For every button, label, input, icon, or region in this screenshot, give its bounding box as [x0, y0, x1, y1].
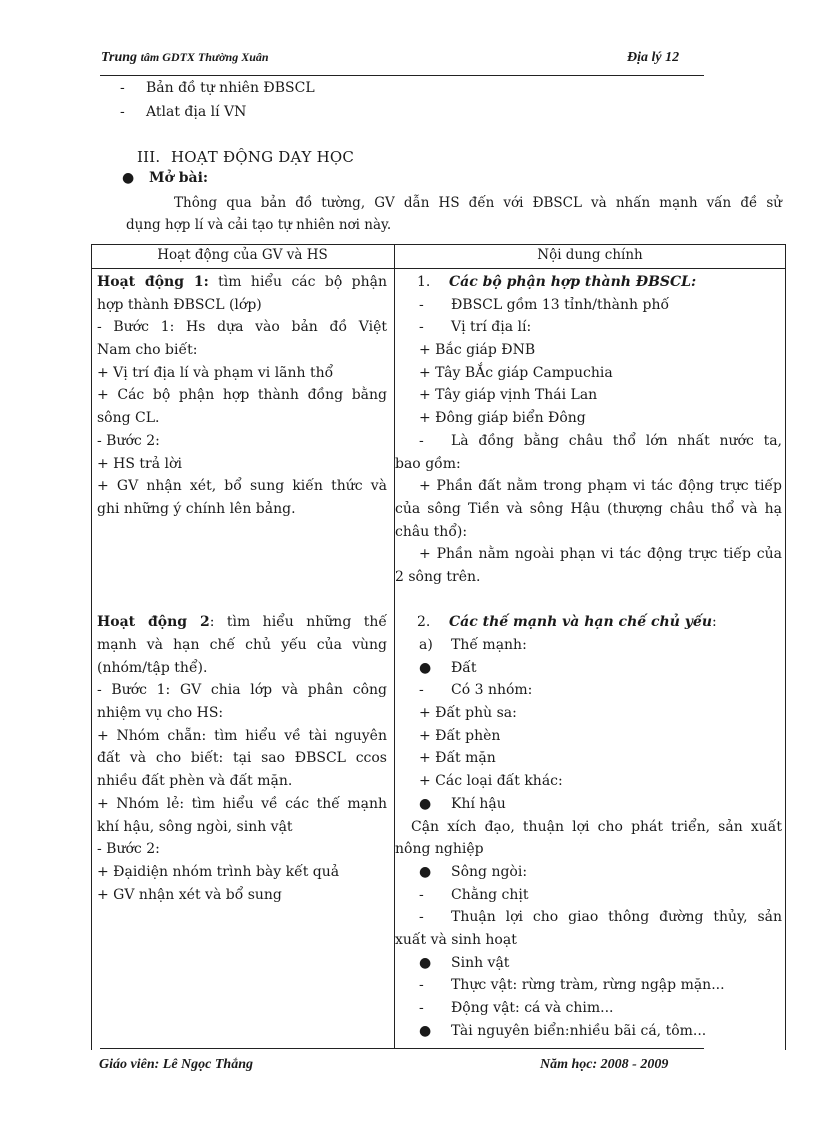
activity-line: nhiều đất phèn và đất mặn. — [97, 773, 293, 790]
activity-line: (nhóm/tập thể). — [97, 659, 208, 676]
material-item: - Atlat địa lí VN — [120, 104, 247, 120]
bullet-icon: ● — [419, 954, 432, 971]
content-heading-1: 1. Các bộ phận hợp thành ĐBSCL: — [417, 274, 697, 290]
spacer — [97, 543, 387, 566]
section-title: HOẠT ĐỘNG DẠY HỌC — [171, 148, 355, 166]
footer-school-year: Năm học: 2008 - 2009 — [540, 1057, 669, 1072]
content-bullet: ● Sông ngòi: — [395, 861, 782, 884]
content-item: - Thuận lợi cho giao thông đường thủy, sản — [419, 909, 782, 926]
material-text-2: Atlat địa lí VN — [146, 104, 247, 120]
activity-line: + Vị trí địa lí và phạm vi lãnh thổ — [97, 364, 334, 381]
header-school-a: Trung — [101, 50, 138, 65]
content-item: + Tây giáp vịnh Thái Lan — [419, 387, 598, 404]
activity-line: + Nhóm chẵn: tìm hiểu về tài nguyên — [97, 727, 387, 744]
content-bullet: ● Sinh vật — [395, 952, 782, 975]
activity-line: + Đạidiện nhóm trình bày kết quả — [97, 863, 340, 880]
mobai-heading — [122, 170, 208, 186]
content-column — [395, 271, 782, 1042]
activity-line: + Các bộ phận hợp thành đồng bằng — [97, 387, 387, 404]
bullet-icon: ● — [419, 863, 432, 880]
content-item: + Đất phèn — [419, 727, 501, 744]
footer-teacher: Giáo viên: Lê Ngọc Thắng — [99, 1057, 253, 1072]
activity-line: hợp thành ĐBSCL (lớp) — [97, 296, 262, 313]
material-text-1: Bản đồ tự nhiên ĐBSCL — [146, 80, 315, 96]
bullet-icon: ● — [419, 659, 432, 676]
content-bullet: ● Tài nguyên biển:nhiều bãi cá, tôm... — [395, 1020, 782, 1043]
activity-line: mạnh và hạn chế chủ yếu của vùng — [97, 637, 387, 653]
header-school — [101, 50, 269, 66]
content-item: a) Thế mạnh: — [419, 637, 527, 653]
activity-line: khí hậu, sông ngòi, sinh vật — [97, 818, 293, 835]
activity-line: Nam cho biết: — [97, 342, 198, 359]
header-rule — [100, 75, 704, 76]
content-item: + Phần đất nằm trong phạm vi tác động trực tiếp — [419, 478, 782, 495]
header-subject: Địa lý 12 — [627, 50, 680, 65]
activity-line: + Nhóm lẻ: tìm hiểu về các thế mạnh — [97, 795, 387, 812]
content-item: - Vị trí địa lí: — [419, 319, 532, 336]
content-item: nông nghiệp — [395, 841, 484, 858]
activity-line: + GV nhận xét và bổ sung — [97, 886, 282, 903]
intro-line-2: dụng hợp lí và cải tạo tự nhiên nơi này. — [126, 217, 392, 233]
footer-rule — [100, 1048, 704, 1049]
content-item: + Tây BẮc giáp Campuchia — [419, 364, 613, 381]
activity-2-line: Hoạt động 2: tìm hiểu những thế — [97, 614, 387, 631]
activity-line: + HS trả lời — [97, 455, 182, 472]
content-bullet: ● Khí hậu — [395, 793, 782, 816]
table-header-content: Nội dung chính — [537, 247, 643, 263]
activity-1-title: Hoạt động 1: — [97, 274, 209, 290]
content-item: châu thổ): — [395, 523, 468, 540]
content-heading-2: 2. Các thế mạnh và hạn chế chủ yếu: — [417, 614, 717, 631]
content-item: + Bắc giáp ĐNB — [419, 342, 536, 359]
material-item: - Bản đồ tự nhiên ĐBSCL — [120, 80, 315, 96]
activity-line: - Bước 1: GV chia lớp và phân công — [97, 682, 387, 699]
content-item: + Các loại đất khác: — [419, 773, 563, 790]
content-item: - Chằng chịt — [419, 886, 529, 903]
content-bullet: ● Đất — [395, 657, 782, 680]
activity-line: nhiệm vụ cho HS: — [97, 705, 224, 722]
bullet-icon: ● — [419, 1022, 432, 1039]
content-item: + Đất phù sa: — [419, 705, 517, 722]
activity-line: - Bước 1: Hs dựa vào bản đồ Việt — [97, 319, 387, 336]
intro-paragraph — [126, 192, 782, 236]
content-item: - Có 3 nhóm: — [419, 682, 533, 699]
content-item: + Đông giáp biển Đông — [419, 410, 586, 427]
table-header-activities: Hoạt động của GV và HS — [157, 247, 328, 263]
section-heading — [137, 148, 354, 166]
spacer — [97, 589, 387, 612]
content-item: + Đất mặn — [419, 750, 496, 767]
mobai-label: Mở bài: — [149, 170, 209, 186]
activities-column — [97, 271, 387, 906]
content-item: 2 sông trên. — [395, 568, 481, 585]
content-item: xuất và sinh hoạt — [395, 931, 517, 948]
content-item: - Động vật: cá và chim... — [419, 1000, 614, 1016]
spacer — [97, 521, 387, 544]
spacer — [395, 589, 782, 612]
activity-2-title: Hoạt động 2 — [97, 614, 210, 631]
activity-line: sông CL. — [97, 410, 160, 427]
content-item: của sông Tiền và sông Hậu (thượng châu thổ và hạ — [395, 500, 782, 517]
content-item: - ĐBSCL gồm 13 tỉnh/thành phố — [419, 296, 670, 313]
activity-line: - Bước 2: — [97, 432, 160, 449]
activity-line: ghi những ý chính lên bảng. — [97, 500, 296, 517]
intro-line-1: Thông qua bản đồ tường, GV dẫn HS đến với ĐBSCL và nhấn mạnh vấn đề sử — [174, 195, 782, 211]
bullet-icon: ● — [122, 170, 135, 186]
content-item: - Thực vật: rừng tràm, rừng ngập mặn... — [419, 977, 725, 994]
activity-line: đất và cho biết: tại sao ĐBSCL ccos — [97, 750, 387, 767]
content-item: bao gồm: — [395, 455, 461, 472]
table-header-rule — [91, 268, 785, 269]
activity-1-line: Hoạt động 1: tìm hiểu các bộ phận — [97, 274, 387, 290]
content-item: - Là đồng bằng châu thổ lớn nhất nước ta, — [419, 432, 782, 449]
spacer — [97, 566, 387, 589]
activity-line: + GV nhận xét, bổ sung kiến thức và — [97, 478, 387, 495]
bullet-icon: ● — [419, 795, 432, 812]
header-school-b: tâm GDTX Thường Xuân — [140, 50, 269, 64]
content-item: Cận xích đạo, thuận lợi cho phát triển, sản xuất — [411, 818, 782, 835]
section-number: III. — [137, 148, 161, 166]
content-item: + Phần nằm ngoài phạn vi tác động trực tiếp của — [419, 546, 782, 563]
activity-line: - Bước 2: — [97, 841, 160, 858]
